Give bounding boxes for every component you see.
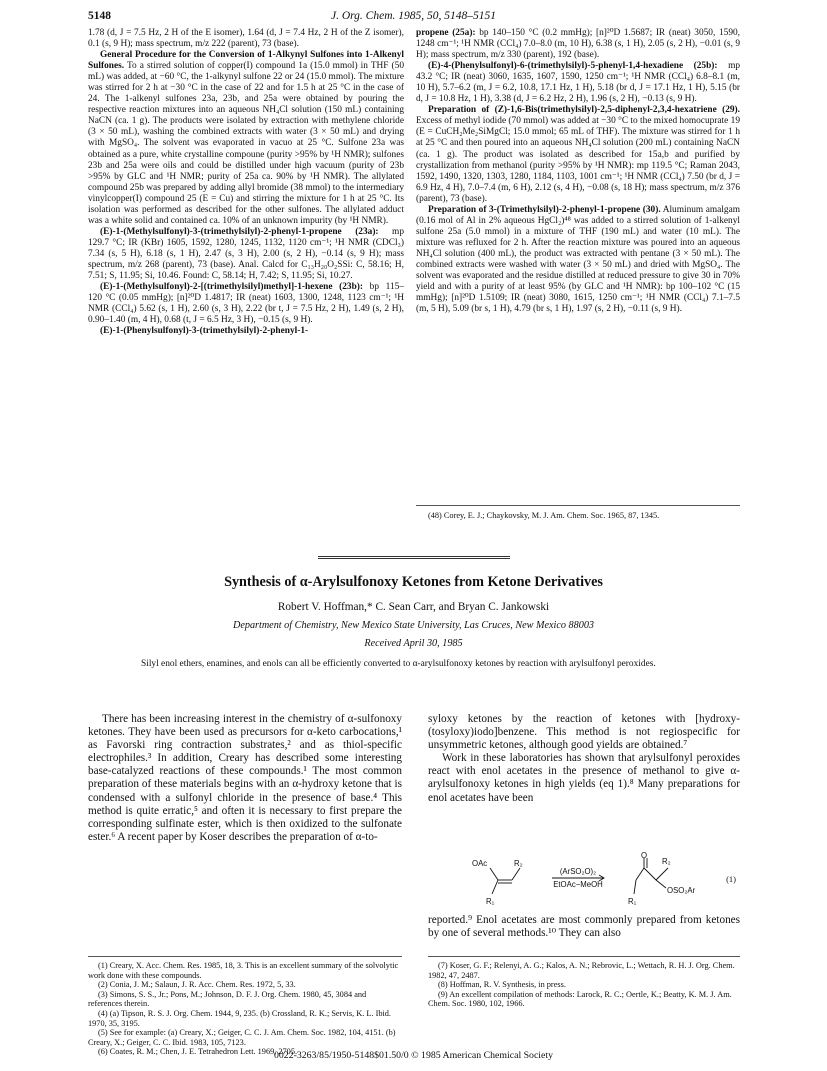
footnote: (3) Simons, S. S., Jr.; Pons, M.; Johnson, D. F. J. Org. Chem. 1980, 45, 3084 and references therein. bbox=[88, 989, 367, 1009]
r1-label: R₁ bbox=[486, 897, 495, 906]
equation-1-scheme bbox=[468, 852, 740, 910]
paragraph: (E)-1-(Methylsulfonyl)-2-[(trimethylsilyl)methyl]-1-hexene (23b): bp 115–120 °C (0.05 mmHg); [n]²⁰D 1.4817; IR (neat) 1603, 1300, 1248, 1123 cm⁻¹; ¹H NMR (CCl₄) 5.62 (s, 1 H), 2.60 (s, 3 H), 2.22 (br t, J = 7.5 Hz, 2 H), 1.49 (s, 2 H), 0.90–1.40 (m, 4 H), 0.68 (t, J = 6.5 Hz, 3 H), −0.15 (s, 9 H). bbox=[88, 282, 405, 326]
acetoxy-label: OAc bbox=[472, 859, 488, 868]
paragraph: syloxy ketones by the reaction of ketones with [hydroxy-(tosyloxy)iodo]benzene. This method is not regiospecific for unsymmetric ketones, although good yields are obtained.⁷ bbox=[428, 713, 740, 752]
paragraph: Work in these laboratories has shown that arylsulfonyl peroxides react with enol acetates in the presence of methanol to give α-arylsulfonoxy ketones in high yields (eq 1).⁸ Many preparations for enol acetates have been bbox=[428, 752, 740, 804]
body-right-column bbox=[428, 713, 740, 805]
experimental-left-column bbox=[88, 28, 404, 337]
received-date: Received April 30, 1985 bbox=[364, 638, 463, 649]
footnote: (7) Koser, G. F.; Relenyi, A. G.; Kalos, A. N.; Rebrovic, L.; Wettach, R. H. J. Org. Chem. 1982, 47, 2487. bbox=[428, 961, 735, 980]
footnote: (1) Creary, X. Acc. Chem. Res. 1985, 18, 3. This is an excellent summary of the solvolytic work done with these compounds. bbox=[88, 961, 399, 980]
compound-heading: (E)-4-(Phenylsulfonyl)-6-(trimethylsilyl)-5-phenyl-1,4-hexadiene (25b): bbox=[428, 61, 718, 72]
footnote: (5) See for example: (a) Creary, X.; Geiger, C. C. J. Am. Chem. Soc. 1982, 104, 4151. (b) Creary, X.; Geiger, C. C. Ibid. 1983, 105, 7123. bbox=[88, 1028, 396, 1047]
footnotes-right bbox=[428, 956, 740, 1009]
article-divider bbox=[318, 556, 510, 559]
paragraph bbox=[88, 326, 404, 337]
r2-label: R₂ bbox=[662, 857, 671, 866]
bond bbox=[490, 868, 498, 880]
paragraph: (E)-1-(Methylsulfonyl)-3-(trimethylsilyl)-2-phenyl-1-propene (23a): mp 129.7 °C; IR (KBr) 1605, 1592, 1280, 1245, 1132, 1120 cm⁻¹; ¹H NMR (CDCl₃) 7.34 (s, 5 H), 6.18 (s, 1 H), 2.47 (s, 3 H), 2.00 (s, 2 H), −0.14 (s, 9 H); mass spectrum, m/z 268 (parent), 73 (base). Anal. Calcd for C₁₃H₂₀O₂SSi: C, 58.16; H, 7.51; S, 11.95; Si, 10.46. Found: C, 58.14; H, 7.42; S, 11.95; Si, 10.27. bbox=[88, 226, 404, 282]
paragraph: propene (25a): bp 140–150 °C (0.2 mmHg); [n]²⁰D 1.5687; IR (neat) 3050, 1590, 1248 cm⁻¹; ¹H NMR (CCl₄) 7.0–8.0 (m, 10 H), 6.38 (s, 1 H), 2.05 (s, 2 H), −0.01 (s, 9 H); mass spectrum, m/z 330 (parent), 192 (base). bbox=[416, 28, 740, 61]
experimental-right-column bbox=[416, 28, 740, 315]
bond bbox=[644, 868, 656, 880]
bond bbox=[634, 880, 636, 894]
footnote: (9) An excellent compilation of methods: Larock, R. C.; Oertle, K.; Beatty, K. M. J. Am. Chem. Soc. 1980, 102, 1966. bbox=[428, 989, 732, 1009]
footnote: (6) Coates, R. M.; Chen, J. E. Tetrahedron Lett. 1969, 2705. bbox=[98, 1047, 298, 1057]
bond bbox=[492, 880, 498, 894]
paragraph: 1.78 (d, J = 7.5 Hz, 2 H of the E isomer), 1.64 (d, J = 7.4 Hz, 2 H of the Z isomer), 0.1 (s, 9 H); mass spectrum, m/z 222 (parent), 73 (base). bbox=[88, 28, 404, 50]
running-header: J. Org. Chem. 1985, 50, 5148–5151 bbox=[330, 10, 497, 22]
footnote: (2) Conia, J. M.; Salaun, J. R. Acc. Chem. Res. 1972, 5, 33. bbox=[98, 980, 296, 990]
bond bbox=[656, 868, 668, 880]
compound-heading: propene (25a): bbox=[416, 28, 476, 38]
reagent-label: (ArSO₂O)₂ bbox=[559, 867, 597, 876]
article-affiliation: Department of Chemistry, New Mexico State University, Las Cruces, New Mexico 88003 bbox=[232, 620, 595, 631]
sulfonoxy-label: OSO₂Ar bbox=[667, 886, 696, 895]
paragraph: Preparation of 3-(Trimethylsilyl)-2-phenyl-1-propene (30). Aluminum amalgam (0.16 mol of Al in 2% aqueous HgCl₂)⁴⁸ was added to a stirred solution of 1-alkenyl sulfone 25a (5.0 mmol) in a mixture of THF (190 mL) and water (10 mL). The mixture was refluxed for 2 h. After the reaction mixture was poured into an aqueous NH₄Cl solution (400 mL), the product was extracted with pentane (3 × 50 mL). The combined extracts were washed with water (3 × 50 mL) and dried with MgSO₄. The solvent was evaporated and the residue distilled at reduced pressure to give 30 in 70% yield and with a purity of at least 95% (by GLC and ¹H NMR): bp 100–102 °C (15 mmHg); [n]²⁰D 1.5109; IR (neat) 3080, 1615, 1250 cm⁻¹; ¹H NMR (CCl₄) 7.1–7.5 (m, 5 H), 5.09 (br s, 1 H), 4.79 (br s, 1 H), 1.97 (s, 2 H), −0.11 (s, 9 H). bbox=[416, 204, 740, 315]
body-left-column bbox=[88, 713, 402, 844]
footnote: (8) Hoffman, R. V. Synthesis, in press. bbox=[438, 980, 566, 990]
equation-number: (1) bbox=[726, 874, 736, 884]
bond bbox=[512, 868, 520, 880]
footnotes-left bbox=[88, 956, 402, 1057]
paragraph: Preparation of (Z)-1,6-Bis(trimethylsilyl)-2,5-diphenyl-2,3,4-hexatriene (29). Excess of methyl iodide (70 mmol) was added at −30 °C to the mixed homocuprate 19 (E = CuCH₂Me₂SiMgCl; 15.0 mmol; 65 mL of THF). The mixture was stirred for 1 h at 25 °C and then poured into an aqueous NH₄Cl solution (200 mL) containing NaCN (ca. 1 g). The product was isolated as described for 15a,b and purified by crystallization from methanol (purity >95% by ¹H NMR): mp 119.5 °C; Raman 2043, 1592, 1490, 1320, 1303, 1280, 1184, 1103, 1001 cm⁻¹; ¹H NMR (CCl₄) 7.50 (br d, J = 6.9 Hz, 4 H), 7.0–7.4 (m, 6 H), 2.12 (s, 4 H), −0.08 (s, 18 H); mass spectrum, m/z 376 (parent), 73 (base). bbox=[416, 105, 740, 204]
paragraph: General Procedure for the Conversion of 1-Alkynyl Sulfones into 1-Alkenyl Sulfones. To a stirred solution of copper(I) compound 1a (15.0 mmol) in THF (50 mL) was added, at −60 °C, the 1-alkynyl sulfone 22 or 24 (15.0 mmol). The mixture was stirred for 2 h at −30 °C in the case of 22 and for 1.5 h at 25 °C in the case of 24. The 1-alkenyl sulfones 23a, 23b, and 25a were obtained by pouring the respective reaction mixtures into an aqueous NH₄Cl solution (150 mL) containing NaCN (ca. 1 g). The products were isolated by extraction with methylene chloride (3 × 50 mL), washing the combined extracts with water (3 × 50 mL) and drying with MgSO₄. The solvent was evaporated in vacuo at 25 °C. Sulfone 23a was obtained as a pure, white crystalline compoune (purity >95% by ¹H NMR); sulfones 23b and 25a were oils and could be distilled under high vacuum (purity of 23b >95% by GLC and ¹H NMR; purity of 25a ca. 90% by ¹H NMR). The allylated compound 25b was prepared by adding allyl bromide (38 mmol) to the intermediary vinylcopper(I) compound 25 (E = Cu) and stirring the mixture for 1 h at 25 °C. Its isolation was performed as described for the other sulfones. The allylated adduct was a white solid and contained ca. 10% of an unknown impurity (by ¹H NMR). bbox=[88, 50, 404, 226]
procedure-heading: Preparation of (Z)-1,6-Bis(trimethylsilyl)-2,5-diphenyl-2,3,4-hexatriene (29). bbox=[428, 105, 740, 116]
article-title: Synthesis of α-Arylsulfonoxy Ketones from Ketone Derivatives bbox=[224, 574, 603, 590]
compound-heading: (E)-1-(Methylsulfonyl)-3-(trimethylsilyl)-2-phenyl-1-propene (23a): bbox=[100, 226, 379, 237]
body-right-continuation: reported.⁹ Enol acetates are most commonly prepared from ketones by one of several methods.¹⁰ They can also bbox=[428, 914, 740, 940]
footnote: (4) (a) Tipson, R. S. J. Org. Chem. 1944, 9, 235. (b) Crossland, R. K.; Servis, K. L. Ibid. 1970, 35, 3195. bbox=[88, 1008, 392, 1028]
abstract: Silyl enol ethers, enamines, and enols can all be efficiently converted to α-arylsulfonoxy ketones by reaction with arylsulfonyl peroxides. bbox=[141, 659, 656, 669]
bond bbox=[656, 880, 666, 888]
procedure-heading: Preparation of 3-(Trimethylsilyl)-2-phenyl-1-propene (30). bbox=[428, 204, 661, 215]
compound-heading: (E)-1-(Methylsulfonyl)-2-[(trimethylsilyl)methyl]-1-hexene (23b): bbox=[100, 282, 364, 293]
procedure-heading: General Procedure for the Conversion of 1-Alkynyl Sulfones into 1-Alkenyl Sulfones. bbox=[88, 50, 404, 72]
reference-48: (48) Corey, E. J.; Chaykovsky, M. J. Am. Chem. Soc. 1965, 87, 1345. bbox=[416, 505, 740, 521]
page-number: 5148 bbox=[88, 10, 111, 22]
article-authors: Robert V. Hoffman,* C. Sean Carr, and Bryan C. Jankowski bbox=[277, 601, 550, 613]
solvent-label: EtOAc−MeOH bbox=[553, 880, 603, 889]
r2-label: R₂ bbox=[514, 859, 523, 868]
paragraph: There has been increasing interest in the chemistry of α-sulfonoxy ketones. They have been used as precursors for α-keto carbocations,¹ as Favorski ring contraction substrates,² and as thiol-specific electrophiles.³ In addition, Creary has described some interesting base-catalyzed reactions of these compounds.¹ The most common preparation of these materials begins with an α-hydroxy ketone that is condensed with a sulfonyl chloride in the presence of base.⁴ This method is quite erratic,⁵ and often it is necessary to first prepare the corresponding sulfinate ester, which is then oxidized to the sulfonate ester.⁶ A recent paper by Koser describes the preparation of α-to- bbox=[88, 713, 402, 843]
oxygen-label: O bbox=[641, 852, 648, 860]
bond bbox=[636, 868, 644, 880]
paragraph: (E)-4-(Phenylsulfonyl)-6-(trimethylsilyl)-5-phenyl-1,4-hexadiene (25b): mp 43.2 °C; IR (neat) 3060, 1635, 1607, 1590, 1250 cm⁻¹; ¹H NMR (CCl₄) 6.8–8.1 (m, 10 H), 5.7–6.2 (m, J = 6.2, 10.8, 17.1 Hz, 1 H), 5.18 (br d, J = 17.1 Hz, 1 H), 5.15 (br d, J = 10.8 Hz, 1 H), 3.38 (d, J = 6.2 Hz, 2 H), 1.96 (s, 2 H), −0.13 (s, 9 H). bbox=[416, 61, 741, 105]
r1-label: R₁ bbox=[628, 897, 637, 906]
copyright-footer: 0022-3263/85/1950-5148$01.50/0 © 1985 American Chemical Society bbox=[274, 1050, 553, 1061]
compound-heading: (E)-1-(Phenylsulfonyl)-3-(trimethylsilyl)-2-phenyl-1- bbox=[100, 326, 309, 337]
